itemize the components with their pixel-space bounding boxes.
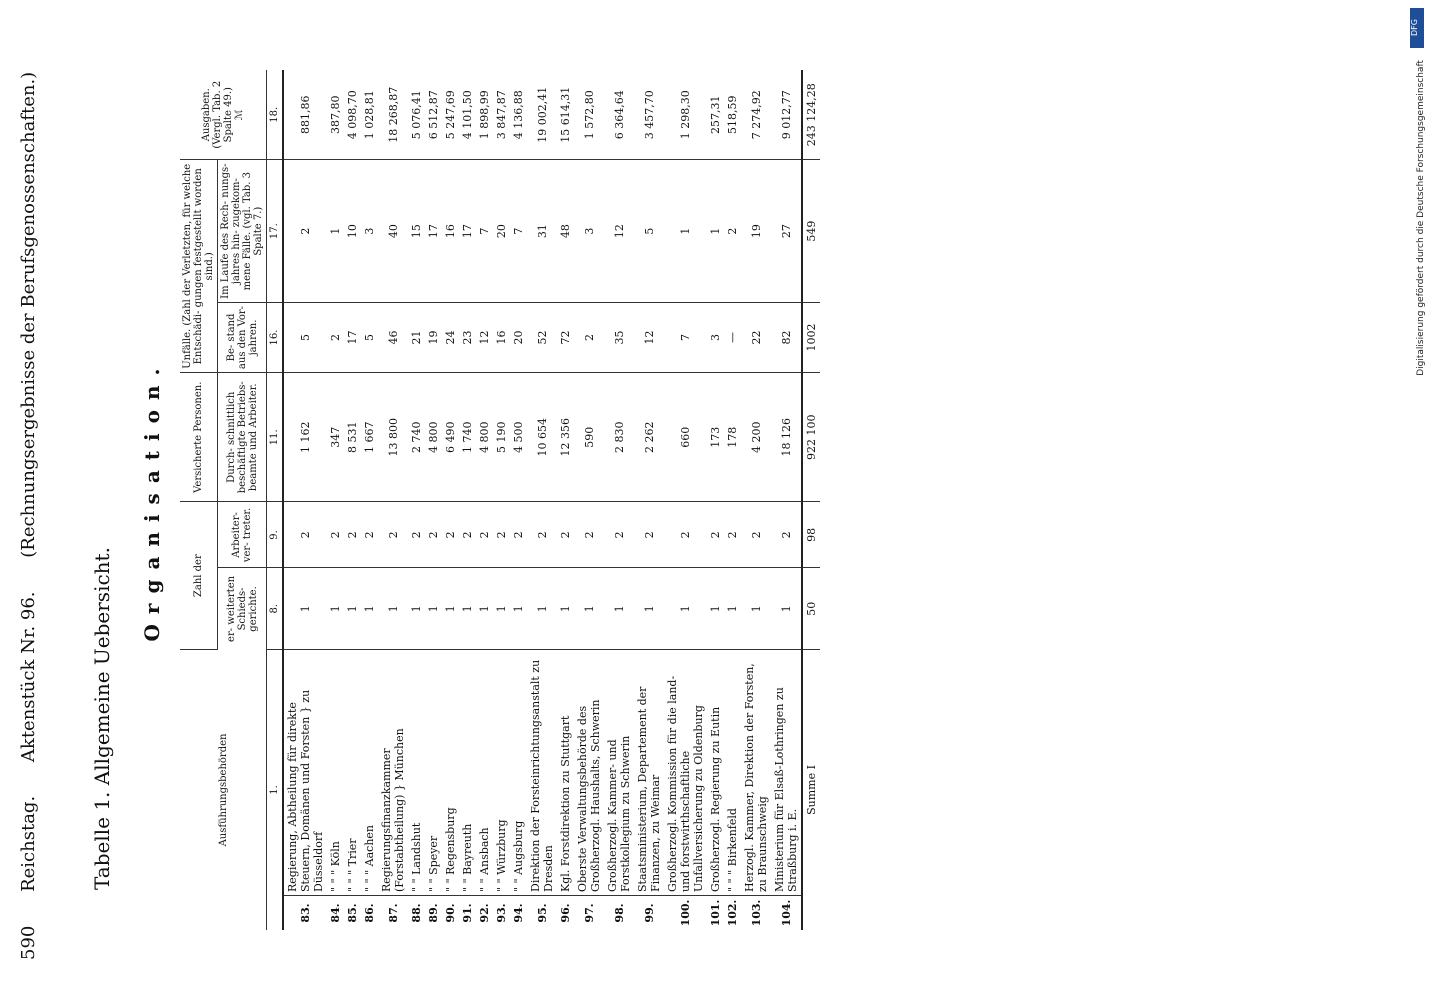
row-bestand: 23: [459, 302, 476, 372]
row-bestand: 20: [510, 302, 527, 372]
row-lauf: 27: [771, 160, 802, 302]
row-arbeiter: 2: [442, 502, 459, 568]
row-schied: 1: [574, 568, 604, 649]
row-lauf: 1: [707, 160, 724, 302]
header-left: Reichstag.: [18, 795, 39, 892]
row-arbeiter: 2: [344, 502, 361, 568]
col-header-schied: er- weiterten Schieds- gerichte.: [218, 568, 267, 649]
row-vers: 2 740: [408, 373, 425, 502]
row-name: Großherzogl. Kommission für die land- und forstwirthschaftliche Unfallversicherung zu Oldenburg: [664, 649, 707, 895]
header-right: (Rechnungsergebnisse der Berufsgenossenschaften.): [18, 71, 39, 558]
row-vers: 2 830: [604, 373, 634, 502]
row-ausgaben: 881,86: [283, 70, 327, 160]
row-number: 87.: [386, 903, 400, 923]
row-bestand: 12: [476, 302, 493, 372]
header-center: Aktenstück Nr. 96.: [18, 591, 39, 763]
row-name: Ministerium für Elsaß-Lothringen zu Straßburg i. E.: [771, 649, 802, 895]
row-arbeiter: 2: [378, 502, 408, 568]
table-row: [724, 70, 741, 930]
row-vers: 4 800: [476, 373, 493, 502]
sum-lauf: 549: [802, 160, 820, 302]
row-arbeiter: 2: [724, 502, 741, 568]
row-name: Großherzogl. Regierung zu Eutin: [707, 649, 724, 895]
row-schied: 1: [327, 568, 344, 649]
row-vers: 6 490: [442, 373, 459, 502]
row-lauf: 3: [361, 160, 378, 302]
row-vers: 4 800: [425, 373, 442, 502]
row-schied: 1: [283, 568, 327, 649]
row-schied: 1: [361, 568, 378, 649]
row-ausgaben: 9 012,77: [771, 70, 802, 160]
row-vers: 1 740: [459, 373, 476, 502]
row-lauf: 2: [724, 160, 741, 302]
row-lauf: 19: [741, 160, 771, 302]
row-number: 84.: [329, 903, 342, 923]
row-name: Regierungsfinanzkammer (Forstabtheilung) } München: [378, 649, 408, 895]
row-lauf: 16: [442, 160, 459, 302]
row-arbeiter: 2: [510, 502, 527, 568]
row-lauf: 48: [557, 160, 574, 302]
row-bestand: 3: [707, 302, 724, 372]
row-bestand: 2: [574, 302, 604, 372]
row-number: 91.: [461, 903, 474, 923]
row-name: " " Landshut: [408, 649, 425, 895]
row-lauf: 15: [408, 160, 425, 302]
row-ausgaben: 5 247,69: [442, 70, 459, 160]
row-arbeiter: 2: [771, 502, 802, 568]
row-schied: 1: [724, 568, 741, 649]
table-row: [327, 70, 344, 930]
row-lauf: 31: [527, 160, 557, 302]
row-schied: 1: [527, 568, 557, 649]
row-bestand: 46: [378, 302, 408, 372]
section-title: Organisation.: [140, 358, 164, 642]
row-vers: 13 800: [378, 373, 408, 502]
row-number: 89.: [427, 903, 440, 923]
row-number: 99.: [642, 903, 656, 923]
row-lauf: 7: [510, 160, 527, 302]
row-number: 90.: [444, 903, 457, 923]
table-row: [527, 70, 557, 930]
row-number: 83.: [299, 903, 312, 923]
row-number: 103.: [749, 899, 763, 927]
row-schied: 1: [634, 568, 664, 649]
row-name: " " Regensburg: [442, 649, 459, 895]
row-ausgaben: 1 298,30: [664, 70, 707, 160]
row-vers: 660: [664, 373, 707, 502]
col-header-arbeiter: Arbeiter- ver- treter.: [218, 502, 267, 568]
row-bestand: 22: [741, 302, 771, 372]
row-name: " " Bayreuth: [459, 649, 476, 895]
row-lauf: 12: [604, 160, 634, 302]
row-bestand: 5: [283, 302, 327, 372]
row-schied: 1: [493, 568, 510, 649]
row-bestand: —: [724, 302, 741, 372]
digitization-credit: Digitalisierung gefördert durch die Deutsche Forschungsgemeinschaft: [1416, 60, 1426, 376]
row-bestand: 72: [557, 302, 574, 372]
row-bestand: 35: [604, 302, 634, 372]
row-bestand: 7: [664, 302, 707, 372]
row-name: " " " Köln: [327, 649, 344, 895]
col-header-ausgaben: [180, 70, 267, 160]
table-row: [459, 70, 476, 930]
row-arbeiter: 2: [283, 502, 327, 568]
col-num: 9.: [267, 502, 284, 568]
row-name: " " " Trier: [344, 649, 361, 895]
row-schied: 1: [459, 568, 476, 649]
table-row: [634, 70, 664, 930]
sum-bestand: 1002: [802, 302, 820, 372]
row-arbeiter: 2: [361, 502, 378, 568]
row-ausgaben: 6 364,64: [604, 70, 634, 160]
ausgaben-label: Ausgaben. (Vergl. Tab. 2 Spalte 49.): [201, 80, 234, 149]
table-row: [557, 70, 574, 930]
table-row: [604, 70, 634, 930]
sum-ausgaben: 243 124,28: [802, 70, 820, 160]
table-row: [378, 70, 408, 930]
row-number: 101.: [709, 899, 722, 927]
row-vers: 1 162: [283, 373, 327, 502]
row-ausgaben: 4 101,50: [459, 70, 476, 160]
row-bestand: 16: [493, 302, 510, 372]
table-row: [283, 70, 327, 930]
row-bestand: 24: [442, 302, 459, 372]
row-name: " " Augsburg: [510, 649, 527, 895]
organisation-table: [180, 70, 820, 930]
row-name: " " " Birkenfeld: [724, 649, 741, 895]
row-number: 100.: [679, 899, 692, 927]
row-lauf: 17: [459, 160, 476, 302]
row-vers: 4 500: [510, 373, 527, 502]
row-ausgaben: 1 898,99: [476, 70, 493, 160]
row-arbeiter: 2: [459, 502, 476, 568]
row-arbeiter: 2: [741, 502, 771, 568]
row-bestand: 2: [327, 302, 344, 372]
row-vers: 1 667: [361, 373, 378, 502]
row-number: 86.: [363, 903, 376, 923]
row-vers: 173: [707, 373, 724, 502]
row-vers: 8 531: [344, 373, 361, 502]
sum-label: Summe I: [802, 649, 820, 930]
row-vers: 10 654: [527, 373, 557, 502]
sum-vers: 922 100: [802, 373, 820, 502]
row-number: 102.: [726, 899, 739, 927]
table-subtitle: Tabelle 1. Allgemeine Uebersicht.: [90, 547, 114, 890]
table-row: [361, 70, 378, 930]
table-row: [664, 70, 707, 930]
row-arbeiter: 2: [327, 502, 344, 568]
row-vers: 590: [574, 373, 604, 502]
row-ausgaben: 257,31: [707, 70, 724, 160]
sum-arbeiter: 98: [802, 502, 820, 568]
row-number: 98.: [612, 903, 626, 923]
col-num: 18.: [267, 70, 284, 160]
table-row: [476, 70, 493, 930]
row-number: 96.: [559, 903, 572, 923]
row-name: Großherzogl. Kammer- und Forstkollegium zu Schwerin: [604, 649, 634, 895]
row-ausgaben: 3 847,87: [493, 70, 510, 160]
row-schied: 1: [425, 568, 442, 649]
col-header-lauf: Im Laufe des Rech- nungs- jahres hin- zugekom- mene Fälle. (vgl. Tab. 3 Spalte 7.): [218, 160, 267, 302]
row-bestand: 19: [425, 302, 442, 372]
col-header-vers: Versicherte Personen.: [180, 373, 218, 502]
row-ausgaben: 518,59: [724, 70, 741, 160]
row-name: " " " Aachen: [361, 649, 378, 895]
row-number: 104.: [779, 899, 793, 927]
row-ausgaben: 5 076,41: [408, 70, 425, 160]
table-row: [493, 70, 510, 930]
row-arbeiter: 2: [634, 502, 664, 568]
col-header-unfaelle: Unfälle. (Zahl der Verletzten, für welche Entschädi- gungen festgestellt worden sind.): [180, 160, 218, 373]
col-header-bestand: Be- stand aus den Vor- jahren.: [218, 302, 267, 372]
row-number: 85.: [346, 903, 359, 923]
row-ausgaben: 7 274,92: [741, 70, 771, 160]
row-schied: 1: [510, 568, 527, 649]
row-lauf: 40: [378, 160, 408, 302]
row-arbeiter: 2: [604, 502, 634, 568]
row-number: 95.: [535, 903, 549, 923]
row-name: Herzogl. Kammer, Direktion der Forsten, zu Braunschweig: [741, 649, 771, 895]
table-row: [425, 70, 442, 930]
row-ausgaben: 387,80: [327, 70, 344, 160]
row-vers: 18 126: [771, 373, 802, 502]
col-header-name: Ausführungsbehörden: [180, 649, 267, 930]
row-vers: 5 190: [493, 373, 510, 502]
row-lauf: 7: [476, 160, 493, 302]
row-schied: 1: [604, 568, 634, 649]
row-number: 94.: [512, 903, 525, 923]
row-lauf: 5: [634, 160, 664, 302]
row-arbeiter: 2: [707, 502, 724, 568]
col-header-zahl: Zahl der: [180, 502, 218, 650]
row-ausgaben: 1 572,80: [574, 70, 604, 160]
row-ausgaben: 4 136,88: [510, 70, 527, 160]
row-lauf: 3: [574, 160, 604, 302]
table-row: [510, 70, 527, 930]
sum-row: [802, 70, 820, 930]
table-row: [408, 70, 425, 930]
row-arbeiter: 2: [476, 502, 493, 568]
table-row: [442, 70, 459, 930]
row-name: " " Würzburg: [493, 649, 510, 895]
row-arbeiter: 2: [527, 502, 557, 568]
row-name: Oberste Verwaltungsbehörde des Großherzogl. Haushalts, Schwerin: [574, 649, 604, 895]
row-arbeiter: 2: [557, 502, 574, 568]
col-num: 17.: [267, 160, 284, 302]
row-vers: 347: [327, 373, 344, 502]
row-schied: 1: [344, 568, 361, 649]
row-number: 92.: [478, 903, 491, 923]
row-name: " " Ansbach: [476, 649, 493, 895]
dfg-logo: DFG: [1410, 8, 1424, 48]
row-schied: 1: [771, 568, 802, 649]
row-number: 97.: [582, 903, 596, 923]
row-ausgaben: 3 457,70: [634, 70, 664, 160]
col-num: 16.: [267, 302, 284, 372]
ausgaben-unit: ℳ: [234, 109, 245, 121]
row-ausgaben: 19 002,41: [527, 70, 557, 160]
row-name: Staatsministerium, Departement der Finanzen, zu Weimar: [634, 649, 664, 895]
row-lauf: 10: [344, 160, 361, 302]
row-number: 88.: [410, 903, 423, 923]
row-lauf: 17: [425, 160, 442, 302]
row-bestand: 17: [344, 302, 361, 372]
row-vers: 2 262: [634, 373, 664, 502]
row-vers: 4 200: [741, 373, 771, 502]
table-row: [707, 70, 724, 930]
table-row: [344, 70, 361, 930]
row-ausgaben: 18 268,87: [378, 70, 408, 160]
row-number: 93.: [495, 903, 508, 923]
row-vers: 12 356: [557, 373, 574, 502]
row-bestand: 52: [527, 302, 557, 372]
page-number: 590: [18, 925, 39, 960]
col-header-durch: Durch- schnittlich beschäftigte Betriebs- beamte und Arbeiter.: [218, 373, 267, 502]
page-header: [18, 40, 39, 960]
sum-schied: 50: [802, 568, 820, 649]
col-num: 1.: [267, 649, 284, 930]
row-bestand: 12: [634, 302, 664, 372]
table-row: [771, 70, 802, 930]
row-schied: 1: [408, 568, 425, 649]
col-num: 11.: [267, 373, 284, 502]
row-lauf: 1: [664, 160, 707, 302]
table-row: [741, 70, 771, 930]
row-schied: 1: [442, 568, 459, 649]
row-arbeiter: 2: [408, 502, 425, 568]
row-schied: 1: [476, 568, 493, 649]
row-arbeiter: 2: [493, 502, 510, 568]
row-arbeiter: 2: [425, 502, 442, 568]
row-arbeiter: 2: [664, 502, 707, 568]
row-ausgaben: 6 512,87: [425, 70, 442, 160]
row-bestand: 5: [361, 302, 378, 372]
row-ausgaben: 15 614,31: [557, 70, 574, 160]
row-name: " " Speyer: [425, 649, 442, 895]
row-lauf: 1: [327, 160, 344, 302]
row-bestand: 82: [771, 302, 802, 372]
row-name: Regierung, Abtheilung für direkte Steuern, Domänen und Forsten } zu Düsseldorf: [283, 649, 327, 895]
row-schied: 1: [557, 568, 574, 649]
row-schied: 1: [707, 568, 724, 649]
row-name: Kgl. Forstdirektion zu Stuttgart: [557, 649, 574, 895]
row-vers: 178: [724, 373, 741, 502]
row-bestand: 21: [408, 302, 425, 372]
row-schied: 1: [378, 568, 408, 649]
col-num: 8.: [267, 568, 284, 649]
row-lauf: 20: [493, 160, 510, 302]
table-row: [574, 70, 604, 930]
row-lauf: 2: [283, 160, 327, 302]
row-schied: 1: [664, 568, 707, 649]
row-name: Direktion der Forsteinrichtungsanstalt zu Dresden: [527, 649, 557, 895]
row-ausgaben: 4 098,70: [344, 70, 361, 160]
row-arbeiter: 2: [574, 502, 604, 568]
row-schied: 1: [741, 568, 771, 649]
row-ausgaben: 1 028,81: [361, 70, 378, 160]
